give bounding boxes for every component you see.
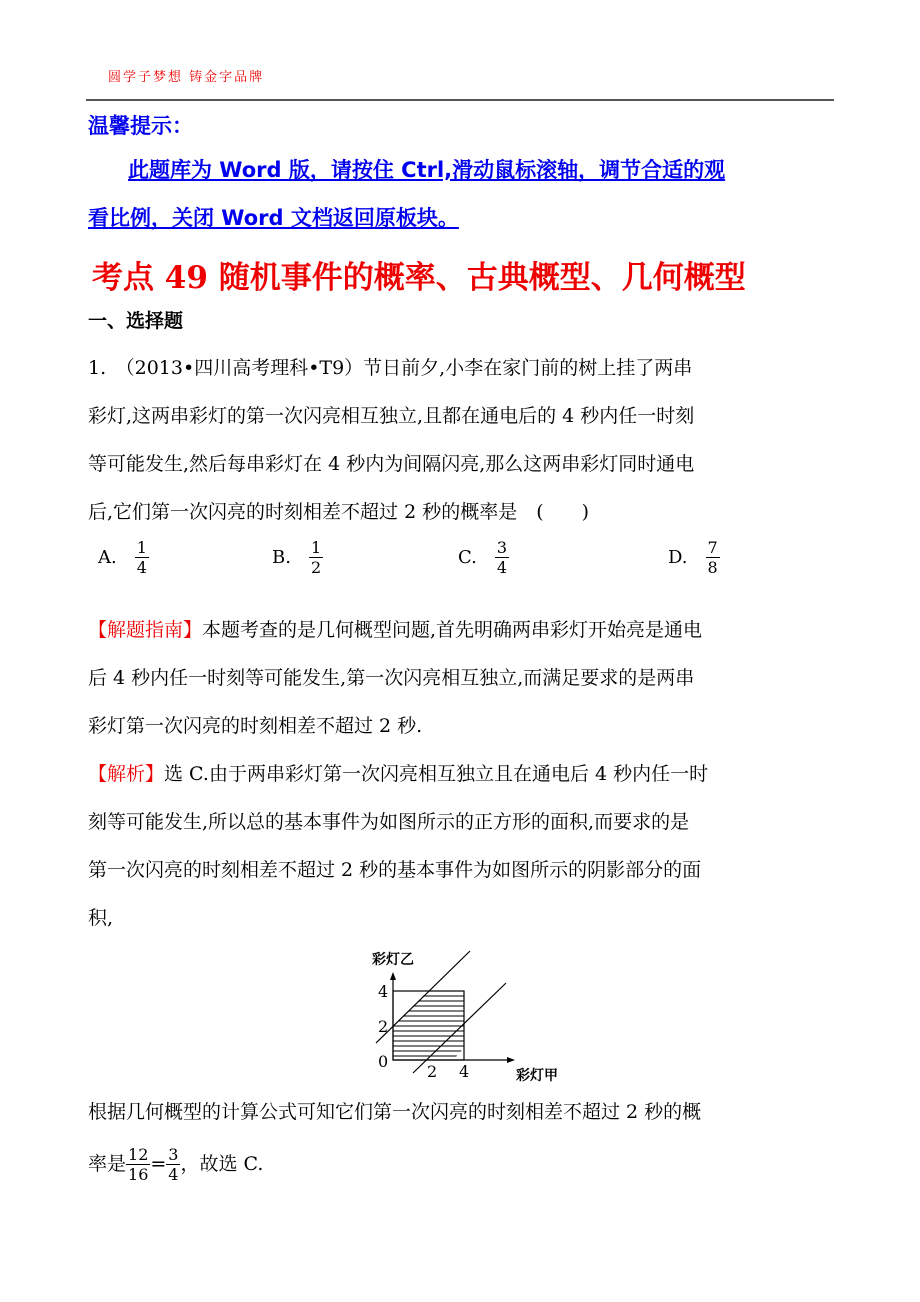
shaded-region xyxy=(393,996,464,1056)
page-title: 考点 49 随机事件的概率、古典概型、几何概型 xyxy=(92,260,746,296)
fraction xyxy=(495,538,509,577)
guide-line: 后 4 秒内任一时刻等可能发生,第一次闪亮相互独立,而满足要求的是两串 xyxy=(88,667,695,689)
numerator: 7 xyxy=(707,538,718,557)
conclusion-suffix: ，故选 C. xyxy=(180,1153,264,1175)
conclusion-prefix: 率是 xyxy=(88,1153,127,1175)
option-label: B. xyxy=(272,547,291,568)
denominator: 4 xyxy=(136,558,147,577)
brand-slogan: 圆学子梦想 铸金字品牌 xyxy=(108,70,265,85)
x-axis-arrow xyxy=(507,1057,515,1063)
solution-guide xyxy=(88,606,834,750)
tip-link-2[interactable]: 看比例，关闭 Word 文档返回原板块。 xyxy=(88,206,459,230)
tip-line-2 xyxy=(88,198,834,238)
y-axis-label: 彩灯乙 xyxy=(372,952,414,968)
option-a xyxy=(98,538,149,577)
question-line: 彩灯,这两串彩灯的第一次闪亮相互独立,且都在通电后的 4 秒内任一时刻 xyxy=(88,405,695,427)
x-tick: 4 xyxy=(459,1062,470,1081)
equals: = xyxy=(150,1153,167,1175)
fraction xyxy=(126,1145,150,1184)
denominator: 8 xyxy=(707,558,718,577)
solution-line: 刻等可能发生,所以总的基本事件为如图所示的正方形的面积,而要求的是 xyxy=(88,811,690,833)
question-line: 等可能发生,然后每串彩灯在 4 秒内为间隔闪亮,那么这两串彩灯同时通电 xyxy=(88,453,695,475)
y-tick: 4 xyxy=(378,982,389,1001)
denominator: 2 xyxy=(310,558,322,577)
y-tick: 2 xyxy=(378,1017,389,1036)
option-label: D. xyxy=(668,547,688,568)
fraction xyxy=(166,1145,180,1184)
origin-label: 0 xyxy=(378,1052,389,1071)
question-line: 1. （2013•四川高考理科•T9）节日前夕,小李在家门前的树上挂了两串 xyxy=(88,357,693,379)
question xyxy=(88,344,834,536)
tip-line-1 xyxy=(88,150,834,190)
section-heading: 一、选择题 xyxy=(88,310,184,332)
numerator: 1 xyxy=(136,538,147,557)
option-d xyxy=(668,538,720,577)
solution xyxy=(88,750,834,942)
denominator: 4 xyxy=(168,1164,179,1184)
guide-line: 本题考查的是几何概型问题,首先明确两串彩灯开始亮是通电 xyxy=(202,619,703,641)
conclusion-line: 根据几何概型的计算公式可知它们第一次闪亮的时刻相差不超过 2 秒的概 xyxy=(88,1101,702,1123)
question-line: 后,它们第一次闪亮的时刻相差不超过 2 秒的概率是 ( ) xyxy=(88,501,590,523)
numerator: 1 xyxy=(310,538,322,557)
solution-line: 第一次闪亮的时刻相差不超过 2 秒的基本事件为如图所示的阴影部分的面 xyxy=(88,859,702,881)
guide-line: 彩灯第一次闪亮的时刻相差不超过 2 秒. xyxy=(88,715,423,737)
numerator: 3 xyxy=(168,1144,179,1164)
denominator: 16 xyxy=(128,1164,149,1184)
solution-line: 积, xyxy=(88,907,114,929)
denominator: 4 xyxy=(496,558,508,577)
numerator: 3 xyxy=(496,538,508,557)
tip-link-1[interactable]: 此题库为 Word 版，请按住 Ctrl,滑动鼠标滚轴，调节合适的观 xyxy=(128,158,726,182)
x-axis-label: 彩灯甲 xyxy=(516,1068,558,1084)
numerator: 12 xyxy=(128,1144,149,1164)
solution-line: 选 C.由于两串彩灯第一次闪亮相互独立且在通电后 4 秒内任一时 xyxy=(164,763,709,785)
probability-figure xyxy=(340,940,580,1090)
conclusion xyxy=(88,1088,834,1192)
option-label: C. xyxy=(458,547,477,568)
tip-heading: 温馨提示： xyxy=(88,114,193,138)
option-label: A. xyxy=(98,547,117,568)
y-axis-arrow xyxy=(390,972,396,980)
fraction xyxy=(706,538,720,577)
guide-tag: 【解题指南】 xyxy=(88,619,203,641)
fraction xyxy=(309,538,323,577)
fraction xyxy=(135,538,149,577)
option-c xyxy=(458,538,509,577)
x-tick: 2 xyxy=(427,1062,438,1081)
header-divider xyxy=(86,99,834,101)
solution-tag: 【解析】 xyxy=(88,763,165,785)
option-b xyxy=(272,538,323,577)
